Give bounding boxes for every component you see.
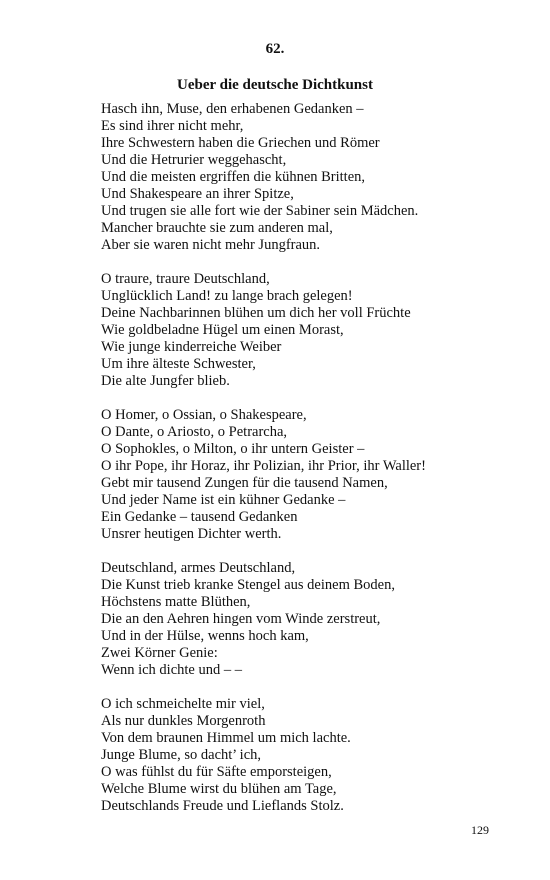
poem-line: Aber sie waren nicht mehr Jungfraun.	[101, 237, 321, 253]
poem-line: Ein Gedanke – tausend Gedanken	[101, 509, 298, 525]
poem-line: Deine Nachbarinnen blühen um dich her voll Früchte	[101, 305, 411, 321]
poem-line: Unglücklich Land! zu lange brach gelegen!	[101, 288, 353, 304]
poem-line: Gebt mir tausend Zungen für die tausend Namen,	[101, 475, 388, 491]
poem-line: O Sophokles, o Milton, o ihr untern Geister –	[101, 441, 365, 457]
poem-line: Welche Blume wirst du blühen am Tage,	[101, 781, 337, 797]
page-number: 129	[471, 823, 489, 837]
poem-line: Und trugen sie alle fort wie der Sabiner sein Mädchen.	[101, 203, 419, 219]
poem-body	[101, 101, 521, 815]
poem-line: Die alte Jungfer blieb.	[101, 373, 230, 389]
poem-line: Die an den Aehren hingen vom Winde zerstreut,	[101, 611, 381, 627]
poem-number: 62.	[265, 41, 285, 57]
stanza-4	[101, 560, 521, 679]
poem-line: Zwei Körner Genie:	[101, 645, 218, 661]
poem-line: O traure, traure Deutschland,	[101, 271, 270, 287]
poem-title: Ueber die deutsche Dichtkunst	[177, 77, 373, 93]
poem-line: Unsrer heutigen Dichter werth.	[101, 526, 282, 542]
stanza-1	[101, 101, 521, 254]
poem-line: Und in der Hülse, wenns hoch kam,	[101, 628, 309, 644]
poem-line: Von dem braunen Himmel um mich lachte.	[101, 730, 351, 746]
poem-line: Mancher brauchte sie zum anderen mal,	[101, 220, 333, 236]
poem-line: Wenn ich dichte und – –	[101, 662, 242, 678]
poem-line: Höchstens matte Blüthen,	[101, 594, 251, 610]
poem-line: O Homer, o Ossian, o Shakespeare,	[101, 407, 307, 423]
poem-line: Wie junge kinderreiche Weiber	[101, 339, 282, 355]
poem-line: Ihre Schwestern haben die Griechen und Römer	[101, 135, 380, 151]
poem-line: O Dante, o Ariosto, o Petrarcha,	[101, 424, 288, 440]
poem-line: Als nur dunkles Morgenroth	[101, 713, 266, 729]
poem-line: Und die meisten ergriffen die kühnen Britten,	[101, 169, 366, 185]
poem-line: Wie goldbeladne Hügel um einen Morast,	[101, 322, 344, 338]
poem-line: Junge Blume, so dacht’ ich,	[101, 747, 262, 763]
stanza-5	[101, 696, 521, 815]
poem-line: Deutschland, armes Deutschland,	[101, 560, 296, 576]
poem-line: Um ihre älteste Schwester,	[101, 356, 256, 372]
poem-line: Deutschlands Freude und Lieflands Stolz.	[101, 798, 344, 814]
poem-line: O was fühlst du für Säfte emporsteigen,	[101, 764, 332, 780]
stanza-3	[101, 407, 521, 543]
poem-line: O ihr Pope, ihr Horaz, ihr Polizian, ihr Prior, ihr Waller!	[101, 458, 426, 474]
poem-line: Und Shakespeare an ihrer Spitze,	[101, 186, 294, 202]
poem-line: O ich schmeichelte mir viel,	[101, 696, 265, 712]
poem-line: Hasch ihn, Muse, den erhabenen Gedanken –	[101, 101, 364, 117]
poem-line: Die Kunst trieb kranke Stengel aus deinem Boden,	[101, 577, 395, 593]
stanza-2	[101, 271, 521, 390]
poem-line: Und jeder Name ist ein kühner Gedanke –	[101, 492, 346, 508]
poem-line: Es sind ihrer nicht mehr,	[101, 118, 244, 134]
poem-line: Und die Hetrurier weggehascht,	[101, 152, 287, 168]
